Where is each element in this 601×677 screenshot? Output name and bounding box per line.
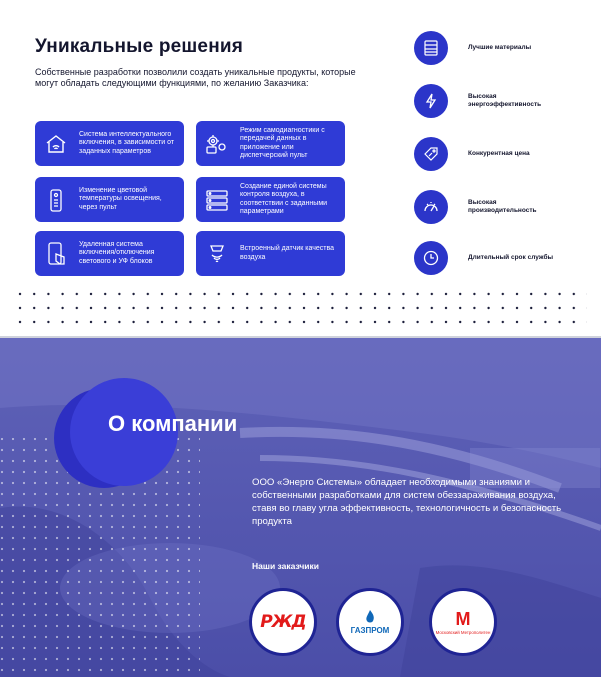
benefit-materials bbox=[414, 31, 558, 65]
lightning-icon bbox=[414, 84, 448, 118]
feature-card-air-control-system bbox=[196, 177, 345, 222]
feature-card-self-diagnostics bbox=[196, 121, 345, 166]
about-text: ООО «Энерго Системы» обладает необходимыми знаниями и собственными разработками для систем обеззараживания воздуха, ставя во главу угла эффективность, технологичность и безопасность продукта bbox=[252, 477, 562, 527]
benefit-competitive-price bbox=[414, 137, 558, 171]
feature-card-remote-switch bbox=[35, 231, 184, 276]
benefit-energy-efficiency bbox=[414, 84, 558, 118]
feature-label: Изменение цветовой температуры освещения, через пульт bbox=[79, 186, 162, 211]
benefit-label: Высокая энергоэффективность bbox=[468, 93, 542, 108]
benefit-label: Лучшие материалы bbox=[468, 44, 532, 51]
benefit-label: Высокая производительность bbox=[468, 199, 537, 214]
client-logo-rzd bbox=[249, 588, 317, 656]
materials-icon bbox=[414, 31, 448, 65]
gazprom-logo-text: ГАЗПРОМ bbox=[350, 626, 390, 635]
feature-label: Система интеллектуального включения, в зависимости от заданных параметров bbox=[79, 130, 175, 155]
benefit-label: Длительный срок службы bbox=[468, 254, 554, 261]
solutions-description: Собственные разработки позволили создать уникальные продукты, которые могут обладать следующими функциями, по желанию Заказчика: bbox=[35, 67, 356, 88]
benefit-label: Конкурентная цена bbox=[468, 150, 530, 157]
house-wifi-icon bbox=[41, 132, 71, 156]
about-title: О компании bbox=[108, 411, 238, 436]
air-sensor-icon bbox=[202, 242, 232, 266]
metro-logo-text: Московский Метрополитен bbox=[435, 629, 491, 635]
feature-label: Создание единой системы контроля воздуха, в соответствии с заданными параметрами bbox=[240, 182, 328, 215]
decorative-dot-grid bbox=[17, 290, 587, 334]
price-tag-icon bbox=[414, 137, 448, 171]
benefit-performance bbox=[414, 190, 558, 224]
clients-label: Наши заказчики bbox=[252, 561, 320, 571]
feature-label: Встроенный датчик качества воздуха bbox=[240, 245, 335, 261]
metro-m-icon: M bbox=[455, 608, 471, 629]
phone-touch-icon bbox=[41, 241, 71, 267]
remote-control-icon bbox=[41, 187, 71, 213]
gears-monitor-icon bbox=[202, 132, 232, 156]
about-slide bbox=[0, 338, 601, 677]
feature-card-smart-switch bbox=[35, 121, 184, 166]
control-panel-icon bbox=[202, 188, 232, 212]
client-logo-gazprom bbox=[336, 588, 404, 656]
feature-label: Режим самодиагностики с передачей данных в приложение или диспетчерский пульт bbox=[240, 126, 325, 159]
feature-card-air-sensor bbox=[196, 231, 345, 276]
solutions-title: Уникальные решения bbox=[35, 36, 244, 57]
solutions-slide bbox=[0, 0, 601, 338]
client-logo-moscow-metro bbox=[429, 588, 497, 656]
flame-icon bbox=[364, 609, 376, 625]
speedometer-icon bbox=[414, 190, 448, 224]
feature-card-color-temperature bbox=[35, 177, 184, 222]
feature-label: Удаленная система включения/отключения светового и УФ блоков bbox=[79, 240, 155, 265]
benefit-service-life bbox=[414, 241, 558, 275]
rzd-logo-text: РЖД bbox=[260, 612, 306, 632]
clock-icon bbox=[414, 241, 448, 275]
